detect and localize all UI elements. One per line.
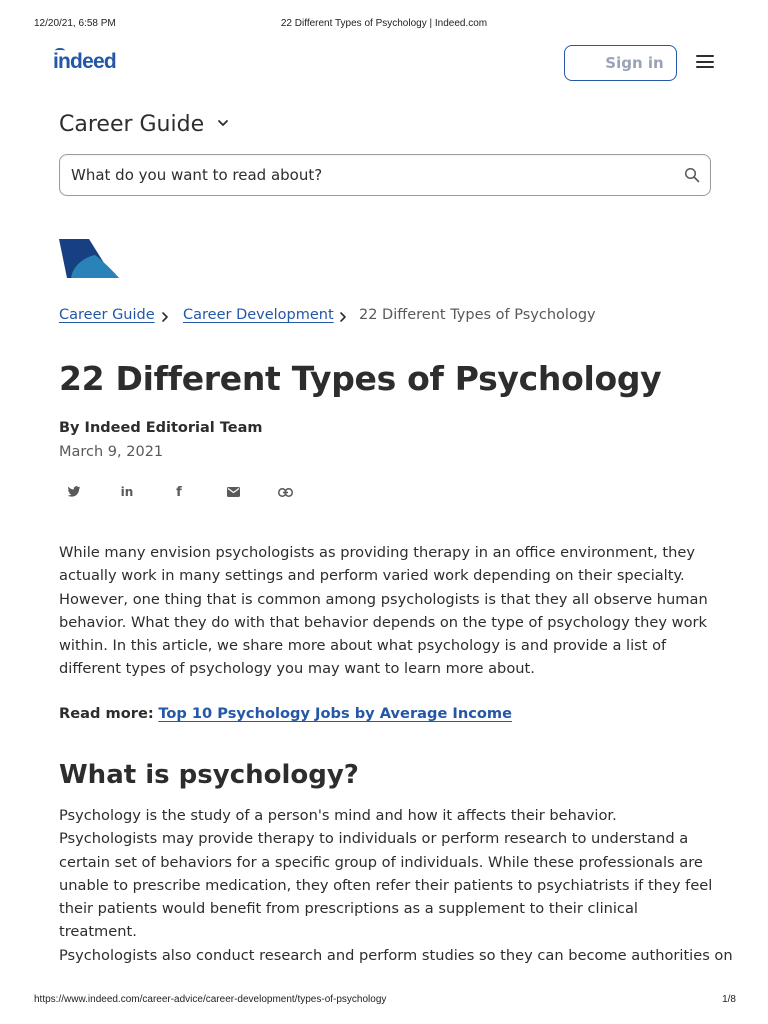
hamburger-menu-icon[interactable] bbox=[696, 55, 714, 68]
read-more-link[interactable]: Top 10 Psychology Jobs by Average Income bbox=[158, 705, 513, 722]
section-heading: What is psychology? bbox=[59, 760, 359, 790]
logo-swoosh bbox=[55, 48, 65, 53]
search-icon[interactable] bbox=[684, 167, 700, 183]
next-paragraph-start: Psychologists also conduct research and perform studies so they can become authorities on bbox=[59, 947, 733, 964]
chevron-right-icon bbox=[160, 311, 170, 323]
article-author: By Indeed Editorial Team bbox=[59, 420, 263, 436]
chevron-right-icon bbox=[338, 311, 348, 323]
link-icon[interactable] bbox=[276, 483, 294, 501]
indeed-logo[interactable] bbox=[53, 50, 116, 74]
article-title: 22 Different Types of Psychology bbox=[59, 359, 662, 398]
print-url: https://www.indeed.com/career-advice/career-development/types-of-psychology bbox=[34, 994, 387, 1005]
breadcrumb-career-development[interactable]: Career Development bbox=[183, 307, 334, 323]
print-header bbox=[0, 18, 768, 32]
print-datetime: 12/20/21, 6:58 PM bbox=[34, 18, 116, 29]
email-icon[interactable] bbox=[224, 483, 242, 501]
sign-in-button[interactable]: Sign in bbox=[564, 45, 677, 81]
read-more-label: Read more: bbox=[59, 705, 154, 722]
search-placeholder: What do you want to read about? bbox=[71, 166, 323, 184]
breadcrumb-current-page: 22 Different Types of Psychology bbox=[359, 307, 596, 323]
logo-text: indeed bbox=[53, 50, 116, 73]
print-page-number: 1/8 bbox=[722, 994, 736, 1005]
read-more bbox=[59, 705, 512, 722]
career-guide-banner-art bbox=[59, 239, 121, 279]
linkedin-icon[interactable]: in bbox=[120, 485, 134, 499]
chevron-down-icon[interactable] bbox=[216, 116, 230, 130]
career-guide-title[interactable]: Career Guide bbox=[59, 112, 205, 137]
twitter-icon[interactable] bbox=[65, 483, 83, 501]
print-footer bbox=[0, 994, 768, 1008]
section-paragraph: Psychology is the study of a person's mind and how it affects their behavior. Psychologists may provide therapy to individuals or perform research to understand a certain set of behaviors for a specific group of individuals. While these professionals are unable to prescribe medication, they often refer their patients to psychiatrists if they feel their patients would benefit from prescriptions as a supplement to their clinical treatment. bbox=[59, 807, 713, 941]
facebook-icon[interactable]: f bbox=[176, 484, 182, 500]
breadcrumb-career-guide[interactable]: Career Guide bbox=[59, 307, 155, 323]
print-page-title: 22 Different Types of Psychology | Indeed.com bbox=[280, 18, 488, 29]
article-date: March 9, 2021 bbox=[59, 444, 164, 460]
article-intro-paragraph: While many envision psychologists as providing therapy in an office environment, they actually work in many settings and perform varied work depending on their specialty. However, one thing that is common among psychologists is that they all observe human behavior. What they do with that behavior depends on the type of psychology they work within. In this article, we share more about what psychology is and provide a list of different types of psychology you may want to learn more about. bbox=[59, 544, 708, 678]
search-input[interactable] bbox=[59, 154, 711, 196]
